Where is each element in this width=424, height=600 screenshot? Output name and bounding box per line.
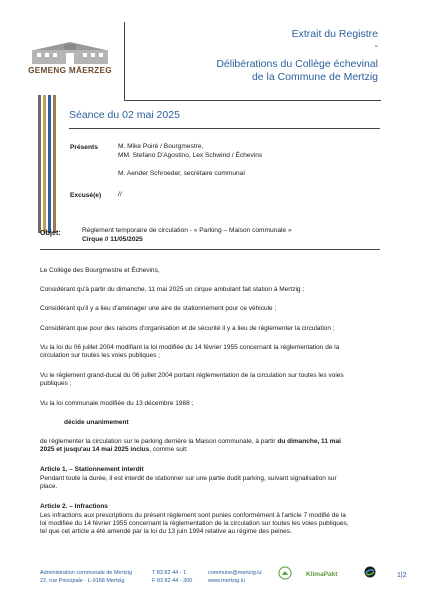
decision-heading: décide unanimement — [64, 419, 129, 426]
article-text: place. — [40, 483, 58, 490]
paragraph: Considérant qu'à partir du dimanche, 11 mai 2025 un cirque ambulant fait station à Mertzig ; — [40, 286, 305, 293]
presents-line: MM. Stefano D'Agostino, Lex Schwind / Échevins — [118, 152, 263, 159]
decision-text-part: de réglementer la circulation sur le parking derrière la Maison communale, à partir — [40, 438, 278, 445]
decor-bar — [48, 95, 51, 233]
decision-text — [40, 446, 385, 454]
decision-date: du dimanche, 11 mai — [277, 438, 341, 445]
header-subtitle-1: Délibérations du Collège échevinal — [216, 58, 378, 70]
footer-fax: F 83 82 44 - 300 — [152, 578, 193, 584]
footer-address: 22, rue Principale · L-9168 Mertzig — [40, 578, 125, 584]
excuses-label: Excusé(e) — [70, 192, 102, 199]
footer-phone: T 83 82 44 - 1 — [152, 570, 187, 576]
paragraph: circulation sur toutes les voies publiques ; — [40, 352, 160, 359]
decision-text-part: , comme suit: — [149, 446, 188, 453]
article-text: Pendant toute la durée, il est interdit de stationner sur une partie dudit parking, suivant signalisation sur — [40, 475, 337, 482]
footer-email[interactable]: commune@mertzig.lu — [208, 570, 262, 576]
town-hall-logo — [28, 40, 112, 66]
footer-website[interactable]: www.mertzig.lu — [208, 578, 245, 584]
klimapakt-logo: KlimaPakt — [306, 571, 338, 578]
brand-name: GEMENG MÄERZEG — [28, 66, 112, 75]
paragraph: Considérant que pour des raisons d'organisation et de sécurité il y a lieu de réglementer la circulation ; — [40, 325, 335, 332]
page-number: 1|2 — [397, 572, 407, 579]
divider — [40, 249, 380, 250]
decor-bar — [43, 95, 46, 233]
header-dash: - — [374, 40, 378, 52]
paragraph: Vu la loi communale modifiée du 13 décembre 1988 ; — [40, 400, 194, 407]
article-text: tel que cet article a été amendé par la loi du 13 juin 1994 relative au régime des peines. — [40, 528, 292, 535]
objet-label: Objet: — [40, 228, 61, 237]
paragraph: publiques ; — [40, 380, 72, 387]
paragraph: Vu la loi du 06 juillet 2004 modifiant la loi modifiée du 14 février 1955 concernant la réglementation de la — [40, 344, 340, 351]
presents-line: M. Aender Schroeder, secrétaire communal — [118, 170, 245, 177]
session-date: Séance du 02 mai 2025 — [69, 109, 180, 121]
article-title: Article 1. – Stationnement interdit — [40, 466, 144, 473]
header-subtitle-2: de la Commune de Mertzig — [251, 71, 378, 83]
fairtrade-icon — [364, 566, 376, 580]
footer-address: Administration communale de Mertzig — [40, 570, 133, 576]
presents-label: Présents — [70, 144, 98, 151]
presents-line: M. Mike Poiré / Bourgmestre, — [118, 143, 204, 150]
article-text: loi modifiée du 14 février 1955 concernant la réglementation de la circulation sur toutes les voies publiques, — [40, 520, 349, 527]
article-title: Article 2. – Infractions — [40, 503, 108, 510]
objet-line: Règlement temporaire de circulation - « Parking – Maison communale » — [82, 227, 292, 234]
nature-logo-icon — [278, 566, 292, 582]
header-title: Extrait du Registre — [291, 28, 378, 40]
paragraph: Le Collège des Bourgmestre et Échevins, — [40, 267, 160, 274]
article-text: Les infractions aux prescriptions du présent règlement sont punies conformément à l'article 7 modifié de la — [40, 512, 346, 519]
paragraph: Considérant qu'il y a lieu d'aménager une aire de stationnement pour ce véhicule ; — [40, 305, 277, 312]
decision-date: 2025 et jusqu'au 14 mai 2025 inclus — [40, 446, 150, 453]
excuses-value: // — [118, 191, 122, 198]
decor-bar — [53, 95, 56, 233]
decor-bar — [38, 95, 41, 233]
paragraph: Vu le règlement grand-ducal du 06 juillet 2004 portant réglementation de la circulation sur toutes les voies — [40, 372, 344, 379]
divider — [69, 128, 380, 129]
objet-line: Cirque // 11/05/2025 — [82, 236, 143, 243]
